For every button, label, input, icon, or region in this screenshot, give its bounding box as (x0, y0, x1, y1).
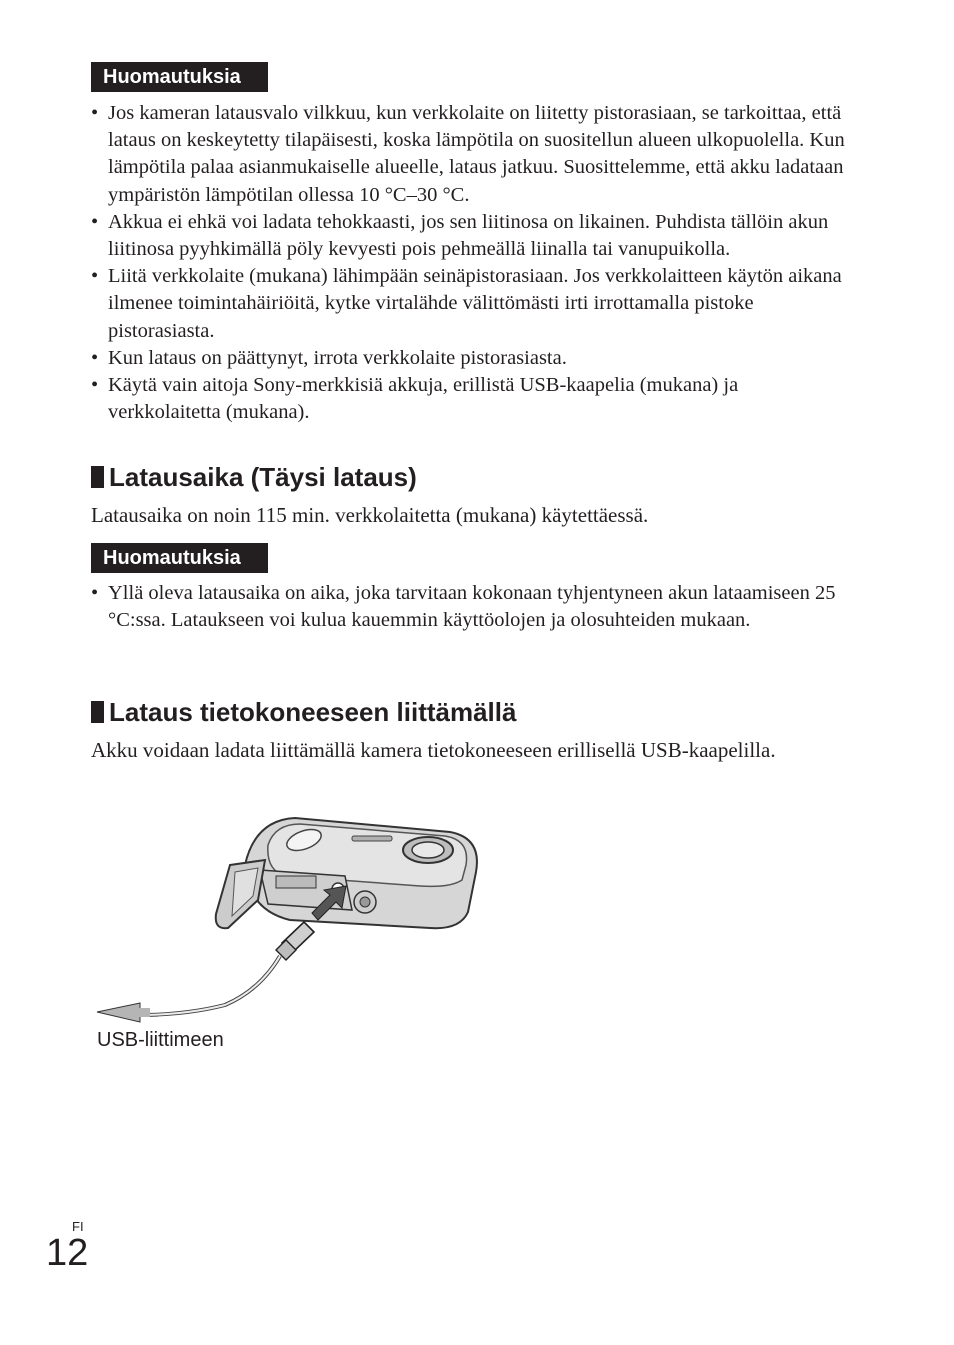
list-item: • Yllä oleva latausaika on aika, joka tarvitaan kokonaan tyhjentyneen akun lataamiseen 25 °C:ssa. Lataukseen voi kulua kauemmin käyttöolojen ja olosuhteiden mukaan. (91, 580, 851, 634)
notes-label: Huomautuksia (91, 543, 268, 573)
section-title: Latausaika (Täysi lataus) (109, 462, 417, 492)
notes-list (91, 100, 851, 426)
list-item: • Liitä verkkolaite (mukana) lähimpään seinäpistorasiaan. Jos verkkolaitteen käytön aikana ilmenee toimintahäiriöitä, kytke virtalähde välittömästi irti irrottamalla pistoke pistorasiasta. (91, 263, 851, 345)
list-item: • Jos kameran latausvalo vilkkuu, kun verkkolaite on liitetty pistorasiaan, se tarkoittaa, että lataus on keskeytetty tilapäisesti, koska lämpötila on suositellun alueen ulkopuolella. Kun lämpötila palaa asianmukaiselle alueelle, lataus jatkuu. Suosittelemme, että akku ladataan ympäristön lämpötilan ollessa 10 °C–30 °C. (91, 100, 851, 209)
heading-marker-icon (91, 701, 104, 723)
section-body: Akku voidaan ladata liittämällä kamera tietokoneeseen erillisellä USB-kaapelilla. (91, 738, 776, 762)
section-heading (91, 461, 417, 493)
section-title: Lataus tietokoneeseen liittämällä (109, 697, 517, 727)
notes-label: Huomautuksia (91, 62, 268, 92)
language-code: FI (72, 1219, 84, 1234)
list-item: • Kun lataus on päättynyt, irrota verkkolaite pistorasiasta. (91, 345, 851, 372)
camera-usb-illustration (90, 810, 490, 1025)
section-body: Latausaika on noin 115 min. verkkolaitetta (mukana) käytettäessä. (91, 503, 649, 527)
list-item: • Akkua ei ehkä voi ladata tehokkaasti, jos sen liitinosa on likainen. Puhdista tällöin akun liitinosa pyyhkimällä pöly kevyesti pois pehmeällä liinalla tai vanupuikolla. (91, 209, 851, 263)
section-heading (91, 696, 516, 728)
notes-list (91, 580, 851, 634)
heading-marker-icon (91, 466, 104, 488)
page-number: 12 (46, 1232, 89, 1274)
list-item: • Käytä vain aitoja Sony-merkkisiä akkuja, erillistä USB-kaapelia (mukana) ja verkkolaitetta (mukana). (91, 372, 851, 426)
figure-caption: USB-liittimeen (97, 1029, 224, 1051)
